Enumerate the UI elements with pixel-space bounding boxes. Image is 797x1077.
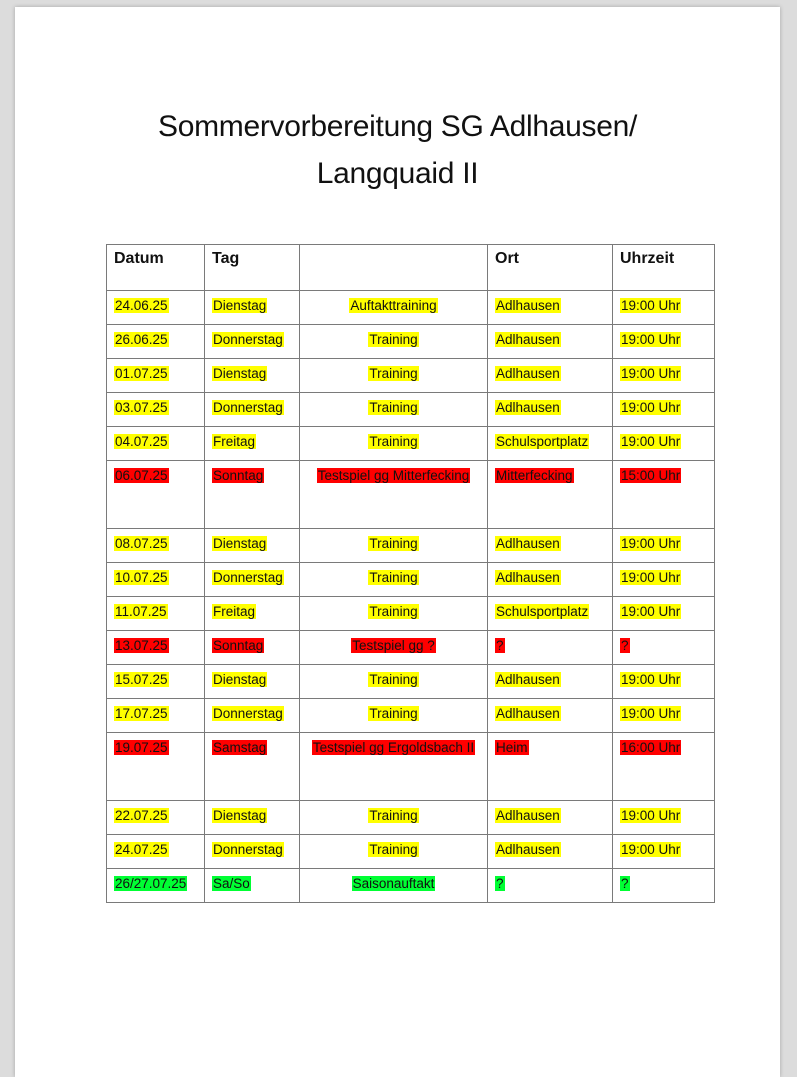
cell-time-text: 19:00 Uhr xyxy=(621,706,681,721)
cell-time xyxy=(613,563,715,597)
cell-date xyxy=(107,325,205,359)
cell-date xyxy=(107,291,205,325)
cell-event xyxy=(300,869,488,903)
cell-place xyxy=(488,597,613,631)
cell-place xyxy=(488,699,613,733)
cell-date xyxy=(107,801,205,835)
header-ort: Ort xyxy=(488,245,613,291)
cell-day xyxy=(205,359,300,393)
cell-event xyxy=(300,801,488,835)
cell-day-text: Dienstag xyxy=(213,808,267,823)
cell-time xyxy=(613,699,715,733)
cell-day-text: Freitag xyxy=(213,604,256,619)
cell-day xyxy=(205,563,300,597)
cell-event-text: Training xyxy=(369,434,418,449)
cell-day xyxy=(205,291,300,325)
cell-event-text: Testspiel gg ? xyxy=(352,638,435,653)
cell-day-text: Donnerstag xyxy=(213,570,283,585)
table-row xyxy=(107,393,715,427)
cell-event xyxy=(300,359,488,393)
cell-date-text: 24.06.25 xyxy=(115,298,168,313)
cell-time xyxy=(613,801,715,835)
cell-place-text: Adlhausen xyxy=(496,536,560,551)
cell-time-text: ? xyxy=(621,876,629,891)
cell-day xyxy=(205,461,300,529)
cell-time-text: 19:00 Uhr xyxy=(621,366,681,381)
cell-date-text: 26.06.25 xyxy=(115,332,168,347)
cell-day xyxy=(205,835,300,869)
table-row xyxy=(107,529,715,563)
cell-time-text: 19:00 Uhr xyxy=(621,332,681,347)
cell-event xyxy=(300,665,488,699)
table-header-row xyxy=(107,245,715,291)
table-row xyxy=(107,869,715,903)
table-row xyxy=(107,835,715,869)
cell-time-text: 19:00 Uhr xyxy=(621,570,681,585)
cell-place xyxy=(488,325,613,359)
cell-event-text: Testspiel gg Mitterfecking xyxy=(317,468,470,483)
cell-place-text: Adlhausen xyxy=(496,298,560,313)
cell-date xyxy=(107,835,205,869)
cell-event xyxy=(300,461,488,529)
cell-day-text: Donnerstag xyxy=(213,332,283,347)
cell-place xyxy=(488,393,613,427)
cell-date-text: 04.07.25 xyxy=(115,434,168,449)
cell-time xyxy=(613,631,715,665)
cell-place xyxy=(488,869,613,903)
title-line-1: Sommervorbereitung SG Adlhausen/ xyxy=(158,110,637,143)
cell-place xyxy=(488,631,613,665)
cell-event xyxy=(300,631,488,665)
cell-time xyxy=(613,597,715,631)
cell-date-text: 08.07.25 xyxy=(115,536,168,551)
cell-event-text: Training xyxy=(369,672,418,687)
cell-event-text: Training xyxy=(369,604,418,619)
cell-day-text: Donnerstag xyxy=(213,842,283,857)
cell-event-text: Training xyxy=(369,366,418,381)
cell-day-text: Dienstag xyxy=(213,536,267,551)
title-line-2: Langquaid II xyxy=(316,157,479,190)
cell-event xyxy=(300,835,488,869)
cell-day xyxy=(205,393,300,427)
table-row xyxy=(107,665,715,699)
cell-event-text: Training xyxy=(369,842,418,857)
table-row xyxy=(107,325,715,359)
cell-place xyxy=(488,461,613,529)
cell-event-text: Training xyxy=(369,706,418,721)
cell-date-text: 11.07.25 xyxy=(115,604,167,619)
cell-event xyxy=(300,733,488,801)
cell-day xyxy=(205,665,300,699)
cell-date-text: 24.07.25 xyxy=(115,842,168,857)
cell-event xyxy=(300,427,488,461)
cell-time-text: 19:00 Uhr xyxy=(621,434,681,449)
cell-place-text: Adlhausen xyxy=(496,570,560,585)
table-row xyxy=(107,597,715,631)
cell-event-text: Saisonauftakt xyxy=(352,876,435,891)
cell-date xyxy=(107,359,205,393)
cell-event xyxy=(300,699,488,733)
document-title xyxy=(15,103,780,197)
cell-place xyxy=(488,427,613,461)
cell-event-text: Training xyxy=(369,808,418,823)
cell-event xyxy=(300,529,488,563)
table-row xyxy=(107,461,715,529)
cell-date-text: 13.07.25 xyxy=(115,638,168,653)
cell-place-text: Schulsportplatz xyxy=(496,604,589,619)
cell-day-text: Sa/So xyxy=(213,876,250,891)
cell-date xyxy=(107,665,205,699)
cell-time xyxy=(613,325,715,359)
cell-date xyxy=(107,699,205,733)
cell-day-text: Samstag xyxy=(213,740,267,755)
cell-date-text: 26/27.07.25 xyxy=(115,876,187,891)
cell-time-text: 15:00 Uhr xyxy=(621,468,681,483)
cell-time-text: ? xyxy=(621,638,629,653)
cell-event-text: Auftakttraining xyxy=(350,298,437,313)
cell-place xyxy=(488,529,613,563)
cell-date xyxy=(107,597,205,631)
cell-date-text: 03.07.25 xyxy=(115,400,168,415)
cell-date-text: 19.07.25 xyxy=(115,740,168,755)
cell-date xyxy=(107,869,205,903)
cell-place-text: ? xyxy=(496,638,504,653)
cell-date-text: 10.07.25 xyxy=(115,570,168,585)
cell-date-text: 01.07.25 xyxy=(115,366,168,381)
cell-date xyxy=(107,461,205,529)
cell-event-text: Training xyxy=(369,536,418,551)
cell-day-text: Sonntag xyxy=(213,468,264,483)
cell-place-text: Adlhausen xyxy=(496,842,560,857)
cell-day xyxy=(205,801,300,835)
cell-day xyxy=(205,529,300,563)
cell-place xyxy=(488,801,613,835)
cell-time-text: 19:00 Uhr xyxy=(621,808,681,823)
table-row xyxy=(107,563,715,597)
table-row xyxy=(107,733,715,801)
cell-time-text: 19:00 Uhr xyxy=(621,604,681,619)
cell-time xyxy=(613,461,715,529)
cell-date-text: 22.07.25 xyxy=(115,808,168,823)
cell-day-text: Dienstag xyxy=(213,298,267,313)
cell-place-text: Adlhausen xyxy=(496,706,560,721)
cell-place-text: Adlhausen xyxy=(496,808,560,823)
cell-event-text: Training xyxy=(369,332,418,347)
cell-time xyxy=(613,359,715,393)
cell-event xyxy=(300,597,488,631)
cell-time xyxy=(613,291,715,325)
cell-day-text: Sonntag xyxy=(213,638,264,653)
cell-day-text: Dienstag xyxy=(213,366,267,381)
cell-time-text: 19:00 Uhr xyxy=(621,842,681,857)
cell-place xyxy=(488,359,613,393)
header-datum: Datum xyxy=(107,245,205,291)
cell-time-text: 19:00 Uhr xyxy=(621,672,681,687)
cell-day-text: Dienstag xyxy=(213,672,267,687)
cell-event-text: Training xyxy=(369,400,418,415)
cell-time xyxy=(613,529,715,563)
cell-place-text: Heim xyxy=(496,740,528,755)
cell-day xyxy=(205,699,300,733)
cell-time xyxy=(613,665,715,699)
cell-day-text: Donnerstag xyxy=(213,706,283,721)
cell-day xyxy=(205,631,300,665)
cell-date xyxy=(107,733,205,801)
cell-date xyxy=(107,393,205,427)
cell-time xyxy=(613,427,715,461)
cell-day xyxy=(205,733,300,801)
cell-event xyxy=(300,291,488,325)
cell-event-text: Training xyxy=(369,570,418,585)
cell-event xyxy=(300,325,488,359)
cell-time-text: 16:00 Uhr xyxy=(621,740,681,755)
cell-day xyxy=(205,325,300,359)
document-page xyxy=(15,7,780,1077)
header-uhrzeit: Uhrzeit xyxy=(613,245,715,291)
cell-place xyxy=(488,733,613,801)
cell-time xyxy=(613,393,715,427)
cell-place xyxy=(488,835,613,869)
cell-time-text: 19:00 Uhr xyxy=(621,536,681,551)
cell-day xyxy=(205,869,300,903)
cell-day xyxy=(205,427,300,461)
cell-time xyxy=(613,835,715,869)
cell-place-text: Adlhausen xyxy=(496,332,560,347)
cell-place-text: Schulsportplatz xyxy=(496,434,589,449)
cell-day xyxy=(205,597,300,631)
cell-day-text: Freitag xyxy=(213,434,256,449)
cell-date-text: 06.07.25 xyxy=(115,468,168,483)
table-row xyxy=(107,359,715,393)
cell-date xyxy=(107,427,205,461)
header-event xyxy=(300,245,488,291)
cell-time xyxy=(613,733,715,801)
cell-place xyxy=(488,291,613,325)
cell-date-text: 15.07.25 xyxy=(115,672,168,687)
cell-date xyxy=(107,529,205,563)
cell-date-text: 17.07.25 xyxy=(115,706,168,721)
cell-day-text: Donnerstag xyxy=(213,400,283,415)
table-row xyxy=(107,427,715,461)
cell-event-text: Testspiel gg Ergoldsbach II xyxy=(312,740,475,755)
cell-place-text: Mitterfecking xyxy=(496,468,573,483)
cell-place-text: Adlhausen xyxy=(496,672,560,687)
cell-place-text: Adlhausen xyxy=(496,400,560,415)
schedule-table xyxy=(106,244,715,903)
cell-time xyxy=(613,869,715,903)
table-row xyxy=(107,699,715,733)
cell-place xyxy=(488,563,613,597)
table-row xyxy=(107,291,715,325)
cell-event xyxy=(300,393,488,427)
cell-place-text: Adlhausen xyxy=(496,366,560,381)
cell-date xyxy=(107,563,205,597)
cell-time-text: 19:00 Uhr xyxy=(621,298,681,313)
table-body xyxy=(107,291,715,903)
header-tag: Tag xyxy=(205,245,300,291)
cell-date xyxy=(107,631,205,665)
cell-event xyxy=(300,563,488,597)
table-row xyxy=(107,631,715,665)
cell-time-text: 19:00 Uhr xyxy=(621,400,681,415)
cell-place xyxy=(488,665,613,699)
table-row xyxy=(107,801,715,835)
cell-place-text: ? xyxy=(496,876,504,891)
